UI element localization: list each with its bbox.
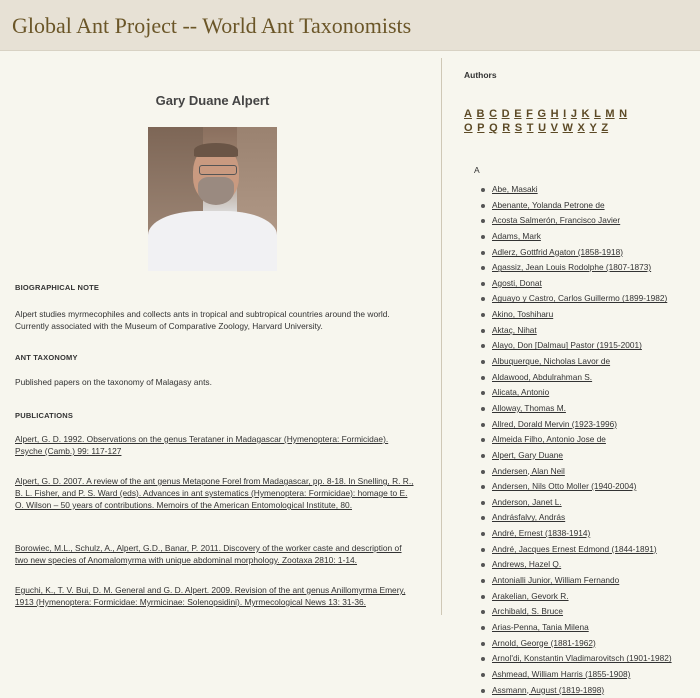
author-link[interactable]: Arnol'di, Konstantin Vladimarovitsch (1901-1982) — [492, 653, 672, 663]
author-list-item — [477, 620, 672, 636]
author-link[interactable]: Antonialli Junior, William Fernando — [492, 575, 619, 585]
author-list-item — [477, 432, 672, 448]
author-link[interactable]: Adlerz, Gottfrid Agaton (1858-1918) — [492, 247, 623, 257]
letter-link-t[interactable]: T — [527, 122, 534, 134]
author-list-item — [477, 276, 672, 292]
author-list-item — [477, 479, 672, 495]
author-link[interactable]: Arakelian, Gevork R. — [492, 591, 569, 601]
author-link[interactable]: Agassiz, Jean Louis Rodolphe (1807-1873) — [492, 262, 651, 272]
letter-link-r[interactable]: R — [502, 122, 510, 134]
author-list-item — [477, 260, 672, 276]
author-list-item — [477, 510, 672, 526]
author-list-item — [477, 495, 672, 511]
author-list-item — [477, 213, 672, 229]
author-link[interactable]: Aguayo y Castro, Carlos Guillermo (1899-1982) — [492, 293, 667, 303]
author-link[interactable]: Albuquerque, Nicholas Lavor de — [492, 356, 610, 366]
author-link[interactable]: Aldawood, Abdulrahman S. — [492, 372, 592, 382]
author-link[interactable]: Akino, Toshiharu — [492, 309, 553, 319]
taxonomy-heading: ANT TAXONOMY — [15, 353, 78, 362]
author-link[interactable]: Assmann, August (1819-1898) — [492, 685, 604, 695]
author-link[interactable]: Archibald, S. Bruce — [492, 606, 563, 616]
author-list-item — [477, 526, 672, 542]
letter-link-y[interactable]: Y — [589, 122, 596, 134]
author-link[interactable]: Alayo, Don [Dalmau] Pastor (1915-2001) — [492, 340, 642, 350]
author-list-item — [477, 604, 672, 620]
author-list-item — [477, 229, 672, 245]
author-link[interactable]: Alloway, Thomas M. — [492, 403, 566, 413]
letter-link-f[interactable]: F — [526, 108, 533, 120]
author-list-item — [477, 683, 672, 698]
author-link[interactable]: Abe, Masaki — [492, 184, 538, 194]
bio-heading: BIOGRAPHICAL NOTE — [15, 283, 99, 292]
letter-link-q[interactable]: Q — [489, 122, 498, 134]
letter-link-b[interactable]: B — [477, 108, 485, 120]
author-list-item — [477, 667, 672, 683]
letter-link-u[interactable]: U — [538, 122, 546, 134]
letter-link-z[interactable]: Z — [601, 122, 608, 134]
profile-photo — [148, 127, 277, 266]
author-list-item — [477, 464, 672, 480]
profile-panel — [0, 51, 442, 615]
author-link[interactable]: Alicata, Antonio — [492, 387, 549, 397]
letter-link-v[interactable]: V — [551, 122, 558, 134]
author-list-item — [477, 417, 672, 433]
person-name: Gary Duane Alpert — [0, 93, 425, 108]
author-list-item — [477, 245, 672, 261]
letter-link-h[interactable]: H — [551, 108, 559, 120]
author-link[interactable]: Andrews, Hazel Q. — [492, 559, 561, 569]
authors-sidebar — [443, 51, 700, 615]
author-link[interactable]: Aktaç, Nihat — [492, 325, 537, 335]
author-link[interactable]: Ashmead, William Harris (1855-1908) — [492, 669, 630, 679]
alphabet-index-row — [464, 122, 664, 134]
author-list-item — [477, 338, 672, 354]
author-link[interactable]: Acosta Salmerón, Francisco Javier — [492, 215, 620, 225]
author-list-item — [477, 542, 672, 558]
current-letter-heading: A — [474, 165, 480, 175]
author-link[interactable]: Arias-Penna, Tania Milena — [492, 622, 589, 632]
author-list-item — [477, 557, 672, 573]
author-link[interactable]: Arnold, George (1881-1962) — [492, 638, 596, 648]
letter-link-x[interactable]: X — [578, 122, 585, 134]
publication-link[interactable]: Borowiec, M.L., Schulz, A., Alpert, G.D., Banar, P. 2011. Discovery of the worker caste and description of two new species of Anomalomyrma with unique abdominal morphology. Zootaxa 2810: 1-14. — [15, 542, 415, 566]
author-list-item — [477, 573, 672, 589]
author-list-item — [477, 198, 672, 214]
author-link[interactable]: Adams, Mark — [492, 231, 541, 241]
author-list-item — [477, 370, 672, 386]
author-list-item — [477, 182, 672, 198]
bio-text: Alpert studies myrmecophiles and collects ants in tropical and subtropical countries around the world. Currently associated with the Museum of Comparative Zoology, Harvard University. — [15, 308, 420, 332]
author-link[interactable]: Anderson, Janet L. — [492, 497, 562, 507]
letter-link-i[interactable]: I — [563, 108, 566, 120]
sidebar-title: Authors — [464, 70, 497, 80]
author-list-item — [477, 448, 672, 464]
column-divider — [441, 58, 442, 615]
site-header — [0, 0, 700, 51]
publication-link[interactable]: Alpert, G. D. 1992. Observations on the genus Terataner in Madagascar (Hymenoptera: Formicidae). Psyche (Camb.) 99: 117-127 — [15, 433, 415, 457]
author-link[interactable]: Andrásfalvy, András — [492, 512, 565, 522]
publications-heading: PUBLICATIONS — [15, 411, 73, 420]
taxonomy-text: Published papers on the taxonomy of Malagasy ants. — [15, 376, 420, 388]
letter-link-p[interactable]: P — [477, 122, 484, 134]
publication-link[interactable]: Alpert, G. D. 2007. A review of the ant genus Metapone Forel from Madagascar, pp. 8-18. In Snelling, R. R., B. L. Fisher, and P. S. Ward (eds). Advances in ant systematics (Hymenoptera: Formicidae): homage to E. O. Wilson – 50 years of contributions. Memoirs of the American Entomological Institute, 80. — [15, 475, 415, 511]
author-link[interactable]: André, Jacques Ernest Edmond (1844-1891) — [492, 544, 657, 554]
author-list-item — [477, 636, 672, 652]
letter-link-l[interactable]: L — [594, 108, 601, 120]
publication-link[interactable]: Eguchi, K., T. V. Bui, D. M. General and G. D. Alpert. 2009. Revision of the ant genus Anillomyrma Emery, 1913 (Hymenoptera: Formicidae: Myrmicinae: Solenopsidini). Myrmecological News 13: 31-36. — [15, 584, 415, 608]
letter-link-j[interactable]: J — [571, 108, 577, 120]
letter-link-o[interactable]: O — [464, 122, 473, 134]
author-list-item — [477, 323, 672, 339]
author-link[interactable]: Agosti, Donat — [492, 278, 542, 288]
letter-link-d[interactable]: D — [502, 108, 510, 120]
author-list-item — [477, 589, 672, 605]
author-list-item — [477, 385, 672, 401]
author-list — [477, 182, 672, 698]
author-link[interactable]: Andersen, Alan Neil — [492, 466, 565, 476]
letter-link-w[interactable]: W — [563, 122, 573, 134]
author-list-item — [477, 651, 672, 667]
site-title[interactable]: Global Ant Project -- World Ant Taxonomists — [12, 13, 411, 39]
letter-link-n[interactable]: N — [619, 108, 627, 120]
author-list-item — [477, 307, 672, 323]
author-list-item — [477, 354, 672, 370]
letter-link-s[interactable]: S — [515, 122, 522, 134]
author-list-item — [477, 401, 672, 417]
letter-link-e[interactable]: E — [514, 108, 521, 120]
author-link[interactable]: Andersen, Nils Otto Moller (1940-2004) — [492, 481, 636, 491]
letter-link-m[interactable]: M — [605, 108, 614, 120]
author-link[interactable]: Alpert, Gary Duane — [492, 450, 563, 460]
letter-link-g[interactable]: G — [537, 108, 546, 120]
alphabet-index-row — [464, 108, 664, 120]
author-link[interactable]: Abenante, Yolanda Petrone de — [492, 200, 605, 210]
author-link[interactable]: Allred, Dorald Mervin (1923-1996) — [492, 419, 617, 429]
letter-link-k[interactable]: K — [582, 108, 590, 120]
letter-link-a[interactable]: A — [464, 108, 472, 120]
author-link[interactable]: André, Ernest (1838-1914) — [492, 528, 590, 538]
letter-link-c[interactable]: C — [489, 108, 497, 120]
author-link[interactable]: Almeida Filho, Antonio Jose de — [492, 434, 606, 444]
author-list-item — [477, 291, 672, 307]
